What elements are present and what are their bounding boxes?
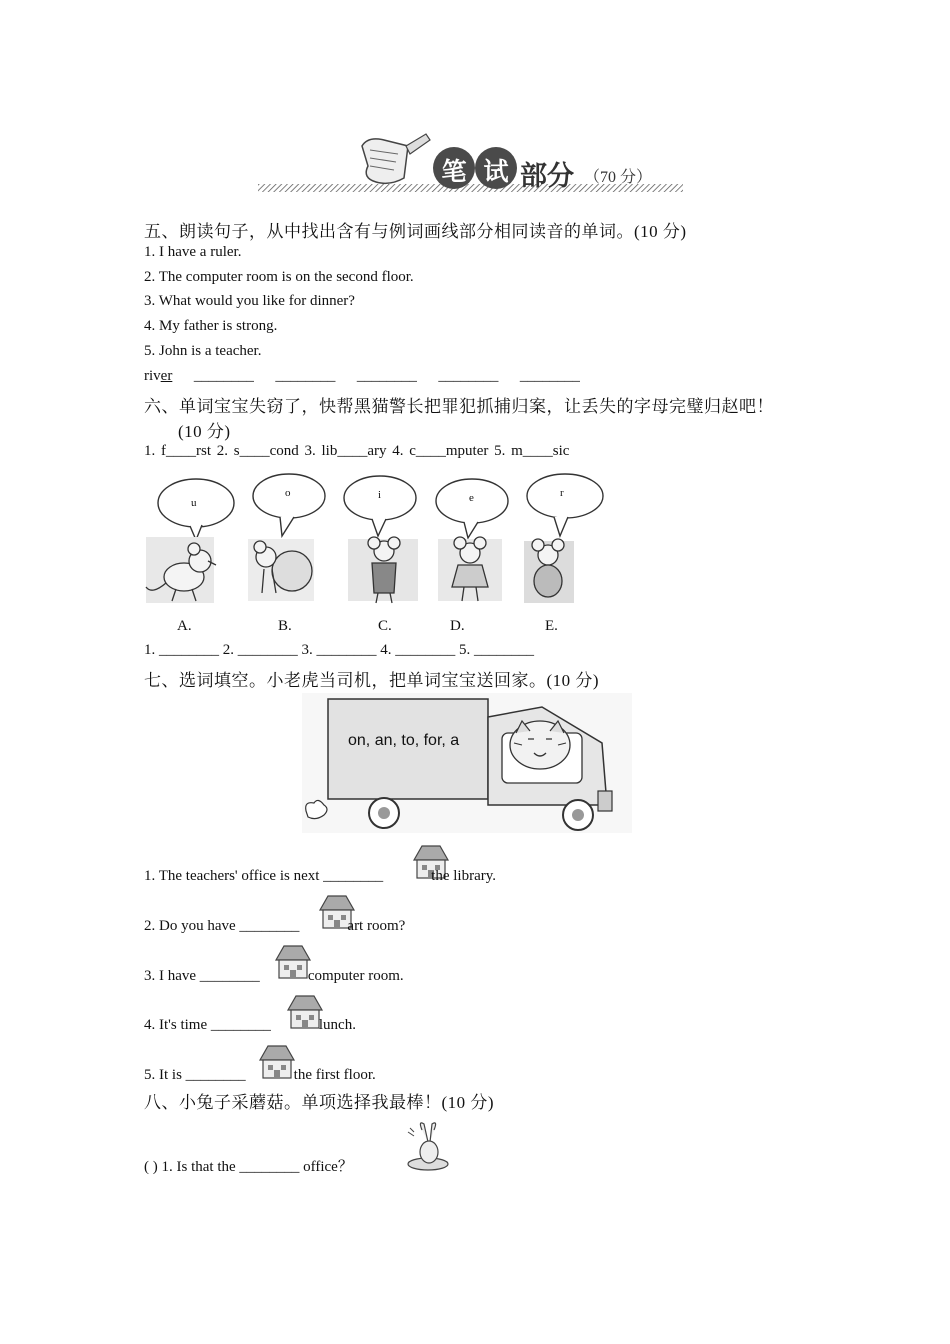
item-1-after: the library. <box>431 868 497 884</box>
section5-heading: 五、朗读句子，从中找出含有与例词画线部分相同读音的单词。(10 分) <box>144 222 687 241</box>
item-4-before[interactable]: 4. It's time ________ <box>144 1017 271 1033</box>
example-word-underlined: er <box>160 368 173 384</box>
mouse-d-image <box>438 537 502 601</box>
speech-bubble-c <box>344 476 416 536</box>
choice-label-d: D. <box>450 618 465 634</box>
bubble-letter-b: o <box>285 487 291 499</box>
item-3-after: computer room. <box>307 968 404 984</box>
choice-label-a: A. <box>177 618 192 634</box>
mice-illustrations <box>144 535 614 607</box>
section5-sentence-3: 3. What would you like for dinner? <box>144 293 355 309</box>
section5-sentence-4: 4. My father is strong. <box>144 318 278 334</box>
answer-blank-1[interactable]: ________ <box>193 368 254 384</box>
item-5-after: the first floor. <box>293 1067 376 1083</box>
speech-bubble-a <box>158 479 234 540</box>
choice-label-c: C. <box>378 618 392 634</box>
tiger-driver-icon <box>510 721 570 769</box>
banner-decoration <box>258 128 688 198</box>
mouse-a-image <box>146 537 216 603</box>
answer-blank-3[interactable]: ________ <box>356 368 417 384</box>
section8-question-1[interactable]: ( ) 1. Is that the ________ office？ <box>144 1159 353 1175</box>
speech-bubble-b <box>253 474 325 536</box>
speech-bubbles <box>150 470 620 540</box>
section5-sentence-1: 1. I have a ruler. <box>144 244 242 260</box>
item-2-after: art room? <box>347 918 406 934</box>
bubble-letter-e: r <box>560 487 564 499</box>
item-3-before[interactable]: 3. I have ________ <box>144 968 260 984</box>
section7-heading: 七、选词填空。小老虎当司机，把单词宝宝送回家。(10 分) <box>144 671 600 690</box>
section5-sentence-5: 5. John is a teacher. <box>144 343 262 359</box>
bubble-letter-d: e <box>469 492 474 504</box>
mouse-c-image <box>348 537 418 603</box>
bubble-letter-a: u <box>191 497 197 509</box>
section6-heading: 六、单词宝宝失窃了，快帮黑猫警长把罪犯抓捕归案，让丢失的字母完璧归赵吧！ <box>144 397 774 416</box>
answer-blank-5[interactable]: ________ <box>519 368 580 384</box>
banner-char-1: 笔 <box>441 157 467 186</box>
section5-example-row <box>144 368 580 385</box>
banner-title: 部分 <box>520 161 574 192</box>
truck-word-bank: on, an, to, for, a <box>348 732 460 749</box>
example-word-prefix: riv <box>144 368 161 384</box>
item-1-before[interactable]: 1. The teachers' office is next ________ <box>144 868 384 884</box>
answer-blank-4[interactable]: ________ <box>438 368 499 384</box>
bubble-letter-c: i <box>378 489 382 501</box>
scroll-pencil-icon <box>362 134 430 183</box>
choice-label-e: E. <box>545 618 558 634</box>
item-4-after: lunch. <box>318 1017 356 1033</box>
section8-heading: 八、小兔子采蘑菇。单项选择我最棒！(10 分) <box>144 1093 495 1112</box>
answer-blank-2[interactable]: ________ <box>275 368 336 384</box>
choice-label-b: B. <box>278 618 292 634</box>
rabbit-icon <box>404 1120 450 1172</box>
section7-item-2 <box>144 918 405 935</box>
section6-heading-score: (10 分) <box>178 422 231 441</box>
section6-words: 1. f____rst 2. s____cond 3. lib____ary 4. c____mputer 5. m____sic <box>144 443 570 459</box>
section5-sentence-2: 2. The computer room is on the second floor. <box>144 269 414 285</box>
item-5-before[interactable]: 5. It is ________ <box>144 1067 246 1083</box>
mouse-e-image <box>524 539 574 603</box>
section7-item-1 <box>144 868 496 885</box>
section6-answer-row[interactable]: 1. ________ 2. ________ 3. ________ 4. ________ 5. ________ <box>144 642 534 658</box>
banner-char-2: 试 <box>483 157 509 186</box>
banner-score: （70 分） <box>584 169 653 186</box>
section7-item-3 <box>144 968 404 985</box>
speech-bubble-d <box>436 479 508 538</box>
section7-item-4 <box>144 1017 356 1034</box>
truck-illustration <box>302 693 632 833</box>
section7-item-5 <box>144 1067 376 1084</box>
speech-bubble-e <box>527 474 603 536</box>
mouse-b-image <box>248 539 314 601</box>
item-2-before[interactable]: 2. Do you have ________ <box>144 918 300 934</box>
section-banner <box>258 128 688 198</box>
